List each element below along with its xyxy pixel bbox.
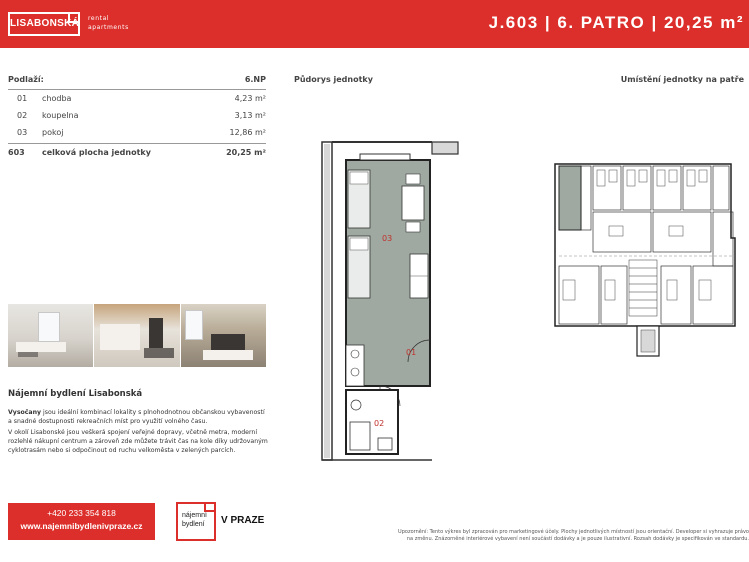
header-bar: [0, 0, 749, 48]
intro-title: Nájemní bydlení Lisabonská: [8, 389, 143, 399]
room-name: pokoj: [42, 128, 64, 137]
intro-paragraph-2: V okolí Lisabonské jsou veškerá spojení veřejné dopravy, včetně metra, moderní rozlehlé nákupní centrum a zároveň zde můžete trávit čas na kole díky udržovaným cyklotrasám nebo si odpočinout od ruchu velkoměsta v zelených parcích.: [8, 429, 268, 454]
total-label: celková plocha jednotky: [42, 148, 151, 157]
room-name: koupelna: [42, 111, 79, 120]
floor-value: 6.NP: [244, 75, 266, 84]
table-total-row: [8, 143, 266, 161]
total-area: 20,25 m²: [226, 148, 266, 157]
floor-label: Podlaží:: [8, 75, 44, 84]
logo-notch: [68, 14, 78, 23]
logo-subtitle: [88, 14, 129, 32]
intro-paragraph-1: [8, 408, 270, 426]
intro-text: [8, 408, 270, 457]
interior-photo-1: [8, 304, 93, 367]
table-header: [8, 72, 266, 90]
contact-box: [8, 503, 155, 540]
interior-photo-2: [94, 304, 179, 367]
table-row: [8, 124, 266, 141]
room-number: 01: [17, 94, 28, 103]
disclaimer-line-1: Upozornění: Tento výkres byl zpracován pro marketingové účely. Plochy jednotlivých místností jsou orientační. Developer si vyhrazuje právo: [398, 529, 749, 535]
brand-city: V PRAZE: [221, 515, 265, 526]
logo: LISABONSKÁ: [8, 12, 80, 36]
unit-floorplan: [320, 140, 460, 465]
unit-title: J.603 | 6. PATRO | 20,25 m²: [488, 13, 744, 32]
website-link[interactable]: www.najemnibydlenivpraze.cz: [20, 521, 143, 531]
logo-sub-apartments: apartments: [88, 24, 129, 31]
room-label-03: 03: [382, 234, 393, 243]
intro-highlight: Vysočany: [8, 409, 42, 416]
location-title: Umístění jednotky na patře: [620, 75, 744, 84]
room-number: 02: [17, 111, 28, 120]
room-area: 4,23 m²: [234, 94, 266, 103]
unit-number: 603: [8, 148, 25, 157]
logo-sub-rental: rental: [88, 15, 110, 22]
intro-p1-text: jsou ideální kombinací lokality s plnohodnotnou občanskou vybaveností a snadné dostupnosti rekreačních míst pro využití volného času.: [8, 409, 265, 425]
disclaimer: [345, 529, 749, 543]
room-label-02: 02: [374, 419, 385, 428]
interior-photos: [8, 304, 266, 367]
room-name: chodba: [42, 94, 72, 103]
table-row: [8, 90, 266, 107]
brand-line-2: bydlení: [182, 521, 205, 528]
table-row: [8, 107, 266, 124]
room-number: 03: [17, 128, 28, 137]
phone-number[interactable]: +420 233 354 818: [47, 508, 116, 518]
room-label-01: 01: [406, 348, 417, 357]
disclaimer-line-2: na změnu. Znázorněné interiérové vybavení není součástí dodávky a je pouze ilustrativní. Rozsah dodávky je specifikován ve standardu.: [406, 536, 749, 542]
room-area: 3,13 m²: [234, 111, 266, 120]
floorplan-title: Půdorys jednotky: [294, 75, 373, 84]
interior-photo-3: [181, 304, 266, 367]
floor-location-plan: [549, 160, 739, 360]
area-table: [8, 72, 266, 161]
brand-line-1: nájemní: [182, 512, 207, 519]
brand-logo-notch: [204, 503, 214, 512]
room-area: 12,86 m²: [229, 128, 266, 137]
